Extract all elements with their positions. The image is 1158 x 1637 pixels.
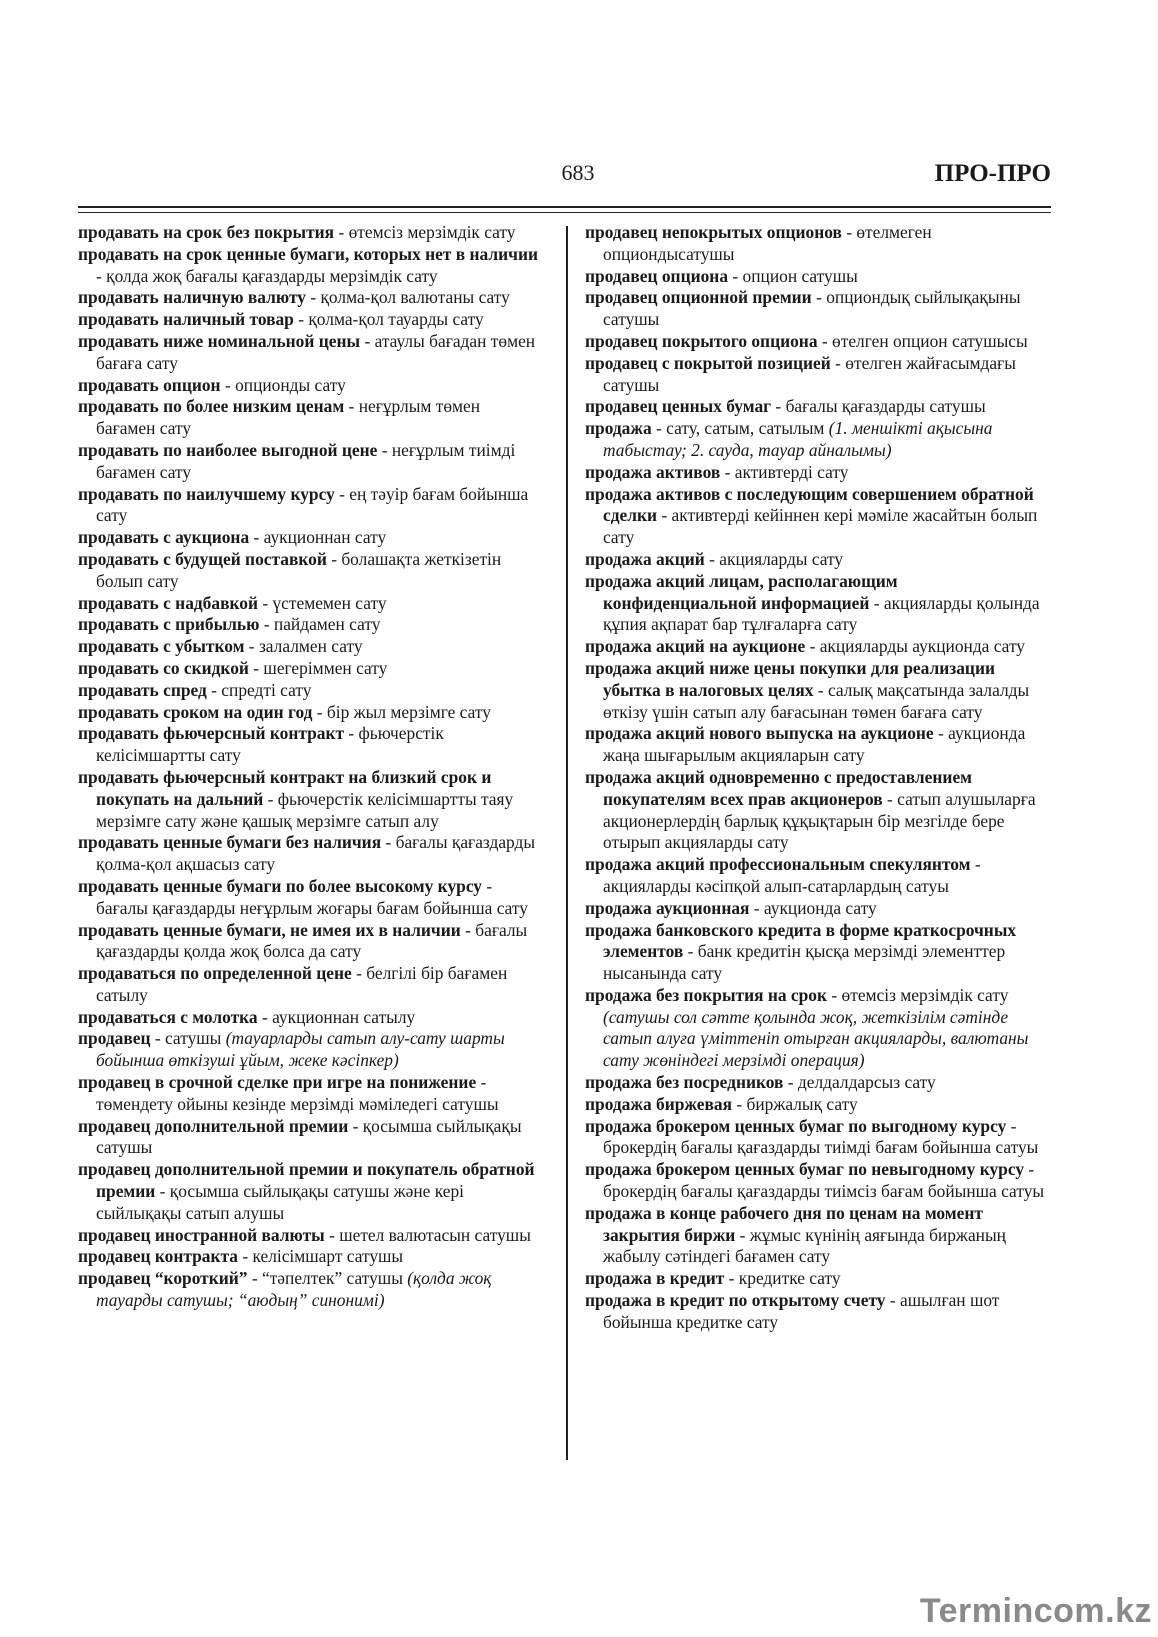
dictionary-entry	[585, 636, 1055, 658]
dictionary-entry	[585, 1116, 1055, 1160]
entry-definition: - өтелген опцион сатушысы	[817, 330, 1028, 351]
dictionary-entry	[78, 920, 543, 964]
dictionary-entry	[585, 571, 1055, 636]
entry-term: продавец в срочной сделке при игре на понижение	[78, 1072, 477, 1093]
dictionary-entry	[585, 723, 1055, 767]
entry-term: продавать наличную валюту	[78, 287, 306, 308]
entry-term: продавец непокрытых опционов	[585, 222, 842, 242]
entry-note: (1. меншікті ақысына табыстау; 2. сауда, тауар айналымы)	[603, 418, 993, 460]
entry-definition: - қолма-қол валютаны сату	[305, 287, 510, 308]
entry-term: продавать с надбавкой	[78, 592, 258, 613]
entry-definition: - опцион сатушы	[728, 265, 858, 286]
dictionary-entry	[78, 244, 543, 288]
dictionary-entry	[585, 1072, 1055, 1094]
entry-definition: - опционды сату	[220, 374, 346, 395]
entry-definition: - бір жыл мерзімге сату	[312, 701, 491, 722]
entry-term: продавать с будущей поставкой	[78, 548, 327, 569]
entry-term: продажа брокером ценных бумаг по невыгодному курсу	[585, 1159, 1025, 1180]
page-number: 683	[561, 160, 595, 185]
entry-definition: - аукционнан сату	[249, 527, 387, 548]
entry-term: продавец дополнительной премии и покупатель обратной премии	[78, 1159, 535, 1202]
entry-definition: - спредті сату	[206, 679, 312, 700]
entry-term: продавать фьючерсный контракт на близкий срок и покупать на дальний	[78, 766, 492, 809]
entry-term: продавать ценные бумаги по более высокому курсу	[78, 875, 482, 896]
entry-definition: - болашақта жеткізетін болып сату	[96, 548, 502, 591]
entry-term: продажа брокером ценных бумаг по выгодному курсу	[585, 1115, 1007, 1136]
entry-term: продавать со скидкой	[78, 657, 249, 678]
entry-term: продавать по наилучшему курсу	[78, 483, 335, 504]
dictionary-entry	[78, 1159, 543, 1224]
dictionary-entry	[78, 1116, 543, 1160]
entry-definition: - брокердің бағалы қағаздарды тиімсіз бағам бойынша сатуы	[603, 1159, 1045, 1202]
entry-definition: - фьючерстік келісімшартты сату	[96, 723, 444, 766]
dictionary-entry	[585, 331, 1055, 353]
entry-term: продавать на срок без покрытия	[78, 222, 335, 242]
entry-term: продажа акций на аукционе	[585, 636, 806, 657]
entry-term: продажа акций	[585, 548, 705, 569]
entry-definition: - кредитке сату	[724, 1268, 841, 1289]
entry-definition: - брокердің бағалы қағаздарды тиімді бағам бойынша сатуы	[603, 1115, 1039, 1158]
entry-term: продажа без посредников	[585, 1072, 784, 1093]
dictionary-entry	[78, 658, 543, 680]
dictionary-entry	[78, 593, 543, 615]
entry-term: продавец иностранной валюты	[78, 1224, 325, 1245]
dictionary-entry	[78, 1072, 543, 1116]
entry-definition: - өтелген жайғасымдағы сатушы	[603, 352, 1016, 395]
entry-definition: - қолда жоқ бағалы қағаздарды мерзімдік сату	[96, 265, 438, 286]
dictionary-entry	[585, 1290, 1055, 1334]
dictionary-entry	[78, 723, 543, 767]
entry-term: продавец	[78, 1028, 151, 1049]
entry-term: продажа в кредит по открытому счету	[585, 1290, 886, 1311]
entry-definition: - аукционда жаңа шығарылым акцияларын сату	[603, 723, 1026, 766]
entry-definition: - неғұрлым тиімді бағамен сату	[96, 439, 516, 482]
header-rule-thick	[78, 206, 1051, 208]
entry-term: продавать спред	[78, 679, 207, 700]
entry-term: продавец дополнительной премии	[78, 1115, 349, 1136]
entry-definition: - сатушы	[150, 1028, 226, 1049]
entry-definition: - активтерді сату	[720, 461, 849, 482]
dictionary-entry	[78, 1268, 543, 1312]
entry-definition: - пайдамен сату	[259, 614, 381, 635]
dictionary-entry	[78, 876, 543, 920]
entry-term: продавец опциона	[585, 265, 729, 286]
entry-definition: - банк кредитін қысқа мерзімді элементтер нысанында сату	[603, 941, 1006, 984]
entry-term: продаваться с молотка	[78, 1006, 258, 1027]
page-header-title: ПРО-ПРО	[934, 160, 1051, 187]
entry-definition: - төмендету ойыны кезінде мерзімді мәміледегі сатушы	[96, 1072, 499, 1114]
entry-definition: - салық мақсатында залалды өткізу үшін сатып алу бағасынан төмен бағаға сату	[603, 679, 1030, 722]
entry-term: продажа без покрытия на срок	[585, 984, 828, 1005]
entry-note: (тауарларды сатып алу-сату шарты бойынша өткізуші ұйым, жеке кәсіпкер)	[96, 1028, 505, 1071]
entry-note: (сатушы сол сәтте қолында жоқ, жеткізілім сәтінде сатып алуға үміттеніп отырған акцияларды, валютаны сату жөніндегі мерзімді операция)	[603, 1006, 1029, 1071]
entry-term: продавец с покрытой позицией	[585, 352, 831, 373]
dictionary-entry	[78, 636, 543, 658]
entry-term: продавать по наиболее выгодной цене	[78, 439, 378, 460]
entry-term: продавать опцион	[78, 374, 221, 395]
right-column	[585, 222, 1055, 1334]
dictionary-entry	[78, 331, 543, 375]
dictionary-entry	[78, 375, 543, 397]
entry-definition: - неғұрлым төмен бағамен сату	[96, 396, 481, 439]
entry-term: продажа биржевая	[585, 1093, 733, 1114]
entry-term: продажа активов	[585, 461, 721, 482]
entry-term: продавать по более низким ценам	[78, 396, 345, 417]
entry-term: продавать фьючерсный контракт	[78, 723, 345, 744]
entry-term: продавать на срок ценные бумаги, которых нет в наличии	[78, 243, 538, 264]
entry-definition: - фьючерстік келісімшартты таяу мерзімге сату және қашық мерзімге сатып алу	[96, 788, 514, 831]
entry-definition: - сату, сатым, сатылым	[651, 418, 829, 439]
entry-note: (қолда жоқ тауарды сатушы; “аюдың” синонимі)	[96, 1268, 492, 1311]
entry-term: продавать сроком на один год	[78, 701, 313, 722]
dictionary-entry	[585, 418, 1055, 462]
entry-definition: - ашылған шот бойынша кредитке сату	[603, 1290, 1000, 1332]
entry-term: продавец опционной премии	[585, 287, 812, 308]
dictionary-entry	[78, 1225, 543, 1247]
entry-definition: - өтелмеген опциондысатушы	[603, 222, 932, 264]
dictionary-entry	[78, 440, 543, 484]
entry-term: продавать с прибылью	[78, 614, 260, 635]
entry-definition: - бағалы қағаздарды қолда жоқ болса да сату	[96, 919, 528, 962]
entry-definition: - акцияларды кәсіпқой алып-сатарлардың сатуы	[603, 854, 981, 896]
entry-term: продавать ценные бумаги без наличия	[78, 832, 382, 853]
entry-definition: - үстемемен сату	[257, 592, 387, 613]
entry-definition: - қосымша сыйлықақы сатушы	[96, 1115, 522, 1158]
dictionary-entry	[78, 614, 543, 636]
entry-definition: - опциондық сыйлықақыны сатушы	[603, 287, 1021, 330]
dictionary-entry	[585, 767, 1055, 854]
termincom-logo	[920, 1592, 1152, 1631]
entry-term: продажа акций профессиональным спекулянтом	[585, 854, 971, 875]
entry-term: продавать ценные бумаги, не имея их в наличии	[78, 919, 461, 940]
entry-definition: - бағалы қағаздарды сатушы	[771, 396, 986, 417]
entry-definition: - өтемсіз мерзімдік сату	[334, 222, 516, 242]
dictionary-entry	[78, 549, 543, 593]
dictionary-entry	[585, 920, 1055, 985]
dictionary-entry	[585, 1268, 1055, 1290]
dictionary-entry	[585, 287, 1055, 331]
entry-term: продажа аукционная	[585, 897, 750, 918]
dictionary-entry	[585, 898, 1055, 920]
dictionary-entry	[585, 549, 1055, 571]
dictionary-entry	[78, 287, 543, 309]
dictionary-entry	[585, 985, 1055, 1072]
entry-definition: - шетел валютасын сатушы	[324, 1224, 531, 1245]
entry-term: продажа в кредит	[585, 1268, 725, 1289]
entry-definition: - бағалы қағаздарды неғұрлым жоғары бағам бойынша сату	[96, 875, 528, 918]
dictionary-entry	[78, 222, 543, 244]
entry-definition: - “тәпелтек” сатушы	[247, 1268, 408, 1289]
entry-definition: - белгілі бір бағамен сатылу	[96, 963, 508, 1005]
dictionary-entry	[585, 484, 1055, 549]
dictionary-entry	[78, 702, 543, 724]
dictionary-entry	[78, 767, 543, 832]
dictionary-entry	[585, 1159, 1055, 1203]
dictionary-entry	[78, 396, 543, 440]
dictionary-entry	[585, 353, 1055, 397]
dictionary-entry	[585, 396, 1055, 418]
dictionary-entry	[78, 484, 543, 528]
dictionary-entry	[78, 680, 543, 702]
entry-definition: - аукционнан сатылу	[257, 1006, 416, 1027]
dictionary-entry	[78, 1028, 543, 1072]
entry-term: продажа банковского кредита в форме краткосрочных элементов	[585, 919, 1017, 962]
entry-definition: - қосымша сыйлықақы сатушы және кері сыйлықақы сатып алушы	[96, 1181, 465, 1223]
entry-term: продавать с убытком	[78, 636, 245, 657]
entry-definition: - аукционда сату	[749, 897, 877, 918]
dictionary-entry	[78, 832, 543, 876]
entry-definition: - акцияларды аукционда сату	[805, 636, 1026, 657]
entry-term: продажа акций одновременно с предоставлением покупателям всех прав акционеров	[585, 766, 973, 809]
entry-term: продажа акций лицам, располагающим конфиденциальной информацией	[585, 570, 898, 613]
entry-definition: - келісімшарт сатушы	[237, 1246, 404, 1267]
entry-definition: - биржалық сату	[732, 1093, 858, 1114]
dictionary-entry	[585, 854, 1055, 898]
entry-definition: - өтемсіз мерзімдік сату	[827, 984, 1009, 1005]
entry-term: продажа акций ниже цены покупки для реализации убытка в налоговых целях	[585, 657, 995, 700]
dictionary-entry	[585, 266, 1055, 288]
entry-definition: - жұмыс күнінің аяғында биржаның жабылу сәтіндегі бағамен сату	[603, 1224, 1006, 1267]
entry-definition: - бағалы қағаздарды қолма-қол ақшасыз сату	[96, 832, 536, 875]
dictionary-entry	[585, 658, 1055, 723]
entry-definition: - залалмен сату	[244, 636, 363, 657]
entry-term: продавец “короткий”	[78, 1268, 248, 1289]
entry-term: продажа в конце рабочего дня по ценам на момент закрытия биржи	[585, 1202, 983, 1245]
dictionary-entry	[585, 222, 1055, 266]
entry-term: продажа активов с последующим совершением обратной сделки	[585, 483, 1034, 526]
entry-definition: - активтерді кейіннен кері мәміле жасайтын болып сату	[603, 505, 1038, 548]
dictionary-entry	[78, 527, 543, 549]
dictionary-entry	[78, 309, 543, 331]
entry-term: продавец контракта	[78, 1246, 238, 1267]
entry-definition: - атаулы бағадан төмен бағаға сату	[96, 330, 536, 373]
entry-definition: - қолма-қол тауарды сату	[293, 309, 484, 330]
column-divider	[566, 226, 568, 1460]
entry-term: продавать с аукциона	[78, 527, 250, 548]
left-column	[78, 222, 543, 1312]
dictionary-entry	[585, 1203, 1055, 1268]
entry-term: продажа	[585, 418, 652, 439]
entry-definition: - акцияларды сату	[704, 548, 844, 569]
logo-text: Termincom.kz	[919, 1592, 1152, 1630]
entry-term: продавец ценных бумаг	[585, 396, 772, 417]
entry-definition: - акцияларды қолында құпия ақпарат бар тұлғаларға сату	[603, 592, 1040, 635]
entry-term: продаваться по определенной цене	[78, 963, 352, 984]
entry-definition: - делдалдарсыз сату	[783, 1072, 936, 1093]
dictionary-entry	[78, 1246, 543, 1268]
entry-term: продажа акций нового выпуска на аукционе	[585, 723, 934, 744]
dictionary-entry	[585, 1094, 1055, 1116]
entry-definition: - ең тәуір бағам бойынша сату	[96, 483, 529, 526]
dictionary-entry	[78, 1007, 543, 1029]
entry-term: продавать наличный товар	[78, 309, 294, 330]
entry-definition: - сатып алушыларға акционерлердің барлық құқықтарын бір мезгілде бере отырып акцияларды сату	[603, 788, 1036, 853]
entry-term: продавать ниже номинальной цены	[78, 330, 361, 351]
header-rule-thin	[78, 212, 1051, 213]
dictionary-entry	[78, 963, 543, 1007]
dictionary-entry	[585, 462, 1055, 484]
entry-definition: - шегеріммен сату	[248, 657, 388, 678]
entry-term: продавец покрытого опциона	[585, 330, 818, 351]
